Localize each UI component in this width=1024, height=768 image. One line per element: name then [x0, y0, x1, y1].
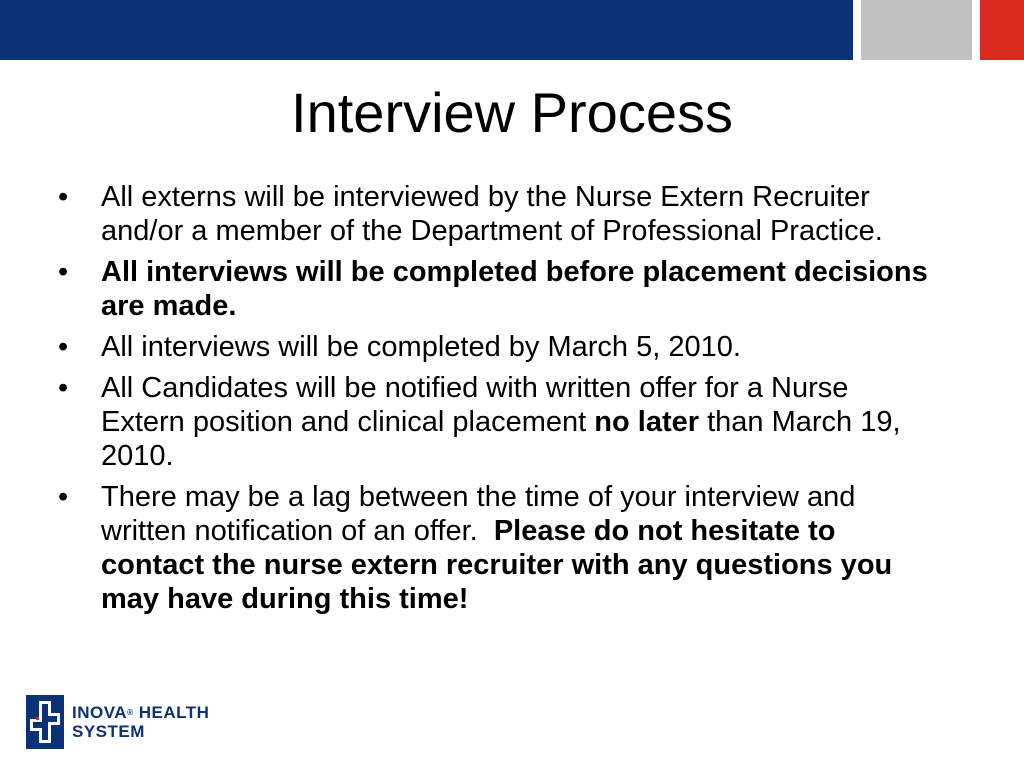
bullet-item: [58, 330, 938, 364]
bullet-item: [58, 180, 938, 248]
bullet-marker: •: [58, 256, 69, 288]
bullet-marker: •: [58, 481, 69, 513]
logo-wordmark: [72, 703, 209, 741]
bullet-marker: •: [58, 331, 69, 363]
bullet-list: [58, 180, 938, 623]
bullet-item: [58, 371, 938, 473]
logo-line1: INOVA: [72, 703, 128, 722]
bullet-text-bold: no later: [594, 406, 700, 438]
logo-line1b: HEALTH: [133, 703, 210, 722]
inova-cross-logo-icon: [26, 695, 64, 749]
logo-registered-mark: ®: [127, 708, 134, 717]
bullet-text: There may be a lag between the time of your interview and written notification of an offer.: [101, 481, 864, 547]
bullet-text: All interviews will be completed by March 5, 2010.: [101, 331, 741, 363]
header-bar-gray: [861, 0, 972, 60]
bullet-item: [58, 480, 938, 616]
inova-health-system-logo: [26, 695, 256, 753]
slide-title: Interview Process: [291, 81, 733, 144]
bullet-marker: •: [58, 181, 69, 213]
logo-line2: SYSTEM: [72, 722, 145, 741]
header-bar-red: [980, 0, 1024, 60]
bullet-text-bold: All interviews will be completed before placement decisions are made.: [101, 256, 928, 322]
header-color-bar: [0, 0, 1024, 60]
bullet-text-after: than March 19, 2010.: [101, 406, 901, 472]
header-bar-blue: [0, 0, 853, 60]
bullet-marker: •: [58, 372, 69, 404]
bullet-item: [58, 255, 938, 323]
bullet-text: All externs will be interviewed by the Nurse Extern Recruiter and/or a member of the Department of Professional Practice.: [101, 181, 883, 247]
bullet-text-bold: Please do not hesitate to contact the nurse extern recruiter with any questions you may have during this time!: [101, 515, 893, 615]
bullet-text: All Candidates will be notified with written offer for a Nurse Extern position and clinical placement: [101, 372, 849, 438]
